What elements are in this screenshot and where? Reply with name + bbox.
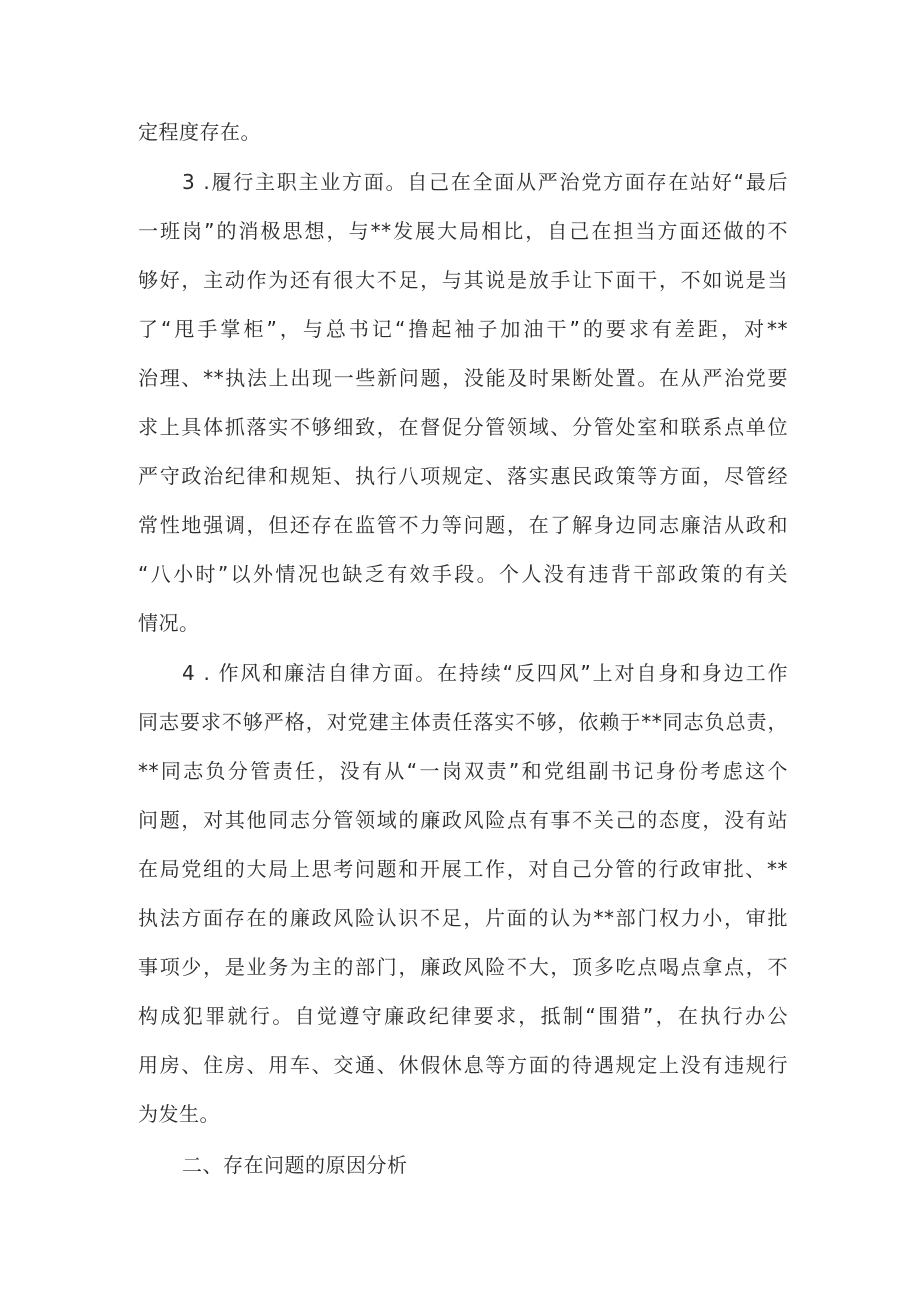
text-line: 3 .履行主职主业方面。自己在全面从严治党方面存在站好“最后	[182, 170, 788, 194]
text-line: 常性地强调，但还存在监管不力等问题，在了解身边同志廉洁从政和	[138, 513, 788, 537]
text-line: “八小时”以外情况也缺乏有效手段。个人没有违背干部政策的有关	[138, 562, 788, 586]
text-line: 事项少，是业务为主的部门，廉政风险不大，顶多吃点喝点拿点，不	[138, 955, 788, 979]
section-heading: 二、存在问题的原因分析	[182, 1153, 408, 1177]
text-line: 执法方面存在的廉政风险认识不足，片面的认为**部门权力小，审批	[138, 906, 788, 930]
text-line: 构成犯罪就行。自觉遵守廉政纪律要求，抵制“围猎”，在执行办公	[138, 1004, 788, 1028]
text-line: 用房、住房、用车、交通、休假休息等方面的待遇规定上没有违规行	[138, 1053, 788, 1077]
text-line: 在局党组的大局上思考问题和开展工作，对自己分管的行政审批、**	[138, 857, 788, 881]
text-line: 情况。	[138, 611, 200, 635]
text-line: 够好，主动作为还有很大不足，与其说是放手让下面干，不如说是当	[138, 268, 788, 292]
text-line: 同志要求不够严格，对党建主体责任落实不够，依赖于**同志负总责，	[138, 710, 788, 734]
text-line: 为发生。	[138, 1102, 220, 1126]
text-line: 一班岗”的消极思想，与**发展大局相比，自己在担当方面还做的不	[138, 219, 788, 243]
text-line: 了“甩手掌柜”，与总书记“撸起袖子加油干”的要求有差距，对**	[138, 317, 788, 341]
text-line: 治理、**执法上出现一些新问题，没能及时果断处置。在从严治党要	[138, 366, 788, 390]
text-line: **同志负分管责任，没有从“一岗双责”和党组副书记身份考虑这个	[138, 759, 788, 783]
text-line: 4 . 作风和廉洁自律方面。在持续“反四风”上对自身和身边工作	[182, 661, 788, 685]
text-line: 严守政治纪律和规矩、执行八项规定、落实惠民政策等方面，尽管经	[138, 464, 788, 488]
text-line: 求上具体抓落实不够细致，在督促分管领域、分管处室和联系点单位	[138, 415, 788, 439]
text-line: 定程度存在。	[138, 120, 261, 144]
text-line: 问题，对其他同志分管领域的廉政风险点有事不关己的态度，没有站	[138, 808, 788, 832]
